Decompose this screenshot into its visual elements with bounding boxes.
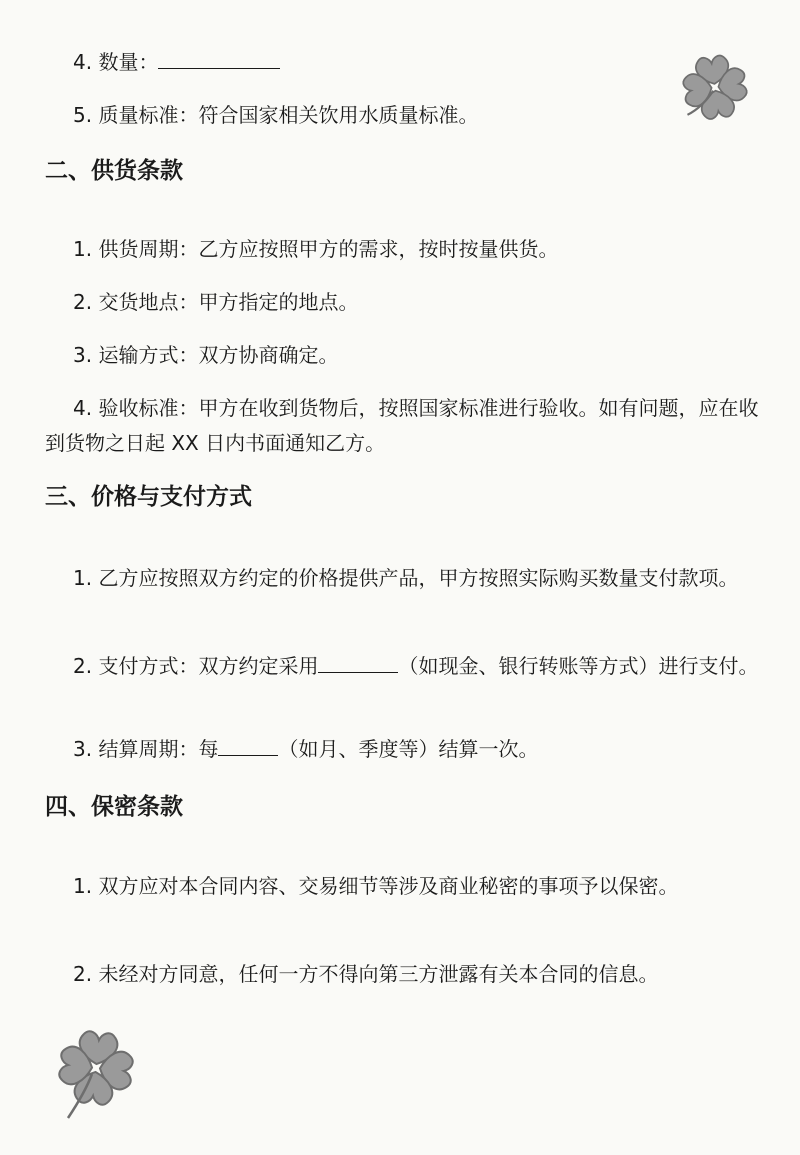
- settlement-period-blank: [218, 735, 278, 756]
- supply-item-4: 4. 验收标准：甲方在收到货物后，按照国家标准进行验收。如有问题，应在收到货物之日起 XX 日内书面通知乙方。: [45, 396, 759, 455]
- payment-method-blank: [318, 652, 398, 673]
- confidentiality-item-2: 2. 未经对方同意，任何一方不得向第三方泄露有关本合同的信息。: [73, 962, 659, 986]
- item-quantity-label: 4. 数量：: [73, 50, 159, 74]
- confidentiality-item-1: 1. 双方应对本合同内容、交易细节等涉及商业秘密的事项予以保密。: [73, 874, 679, 898]
- item-quality-standard: 5. 质量标准：符合国家相关饮用水质量标准。: [73, 103, 479, 127]
- item-quantity: [45, 45, 765, 80]
- payment-item-1: 1. 乙方应按照双方约定的价格提供产品，甲方按照实际购买数量支付款项。: [73, 566, 739, 590]
- section-heading-supply: 二、供货条款: [45, 158, 183, 184]
- payment-item-2-post: （如现金、银行转账等方式）进行支付。: [398, 654, 759, 678]
- payment-item-2-pre: 2. 支付方式：双方约定采用: [73, 654, 319, 678]
- payment-item-2: [45, 649, 765, 684]
- section-heading-payment: 三、价格与支付方式: [45, 484, 252, 510]
- payment-item-3-post: （如月、季度等）结算一次。: [278, 737, 539, 761]
- payment-item-3: [45, 732, 765, 767]
- clover-icon: [672, 46, 758, 132]
- supply-item-3: 3. 运输方式：双方协商确定。: [73, 343, 339, 367]
- payment-item-3-pre: 3. 结算周期：每: [73, 737, 219, 761]
- quantity-blank: [158, 48, 280, 69]
- supply-item-2: 2. 交货地点：甲方指定的地点。: [73, 290, 359, 314]
- clover-icon: [46, 1024, 146, 1124]
- section-heading-confidentiality: 四、保密条款: [45, 794, 183, 820]
- supply-item-1: 1. 供货周期：乙方应按照甲方的需求，按时按量供货。: [73, 237, 559, 261]
